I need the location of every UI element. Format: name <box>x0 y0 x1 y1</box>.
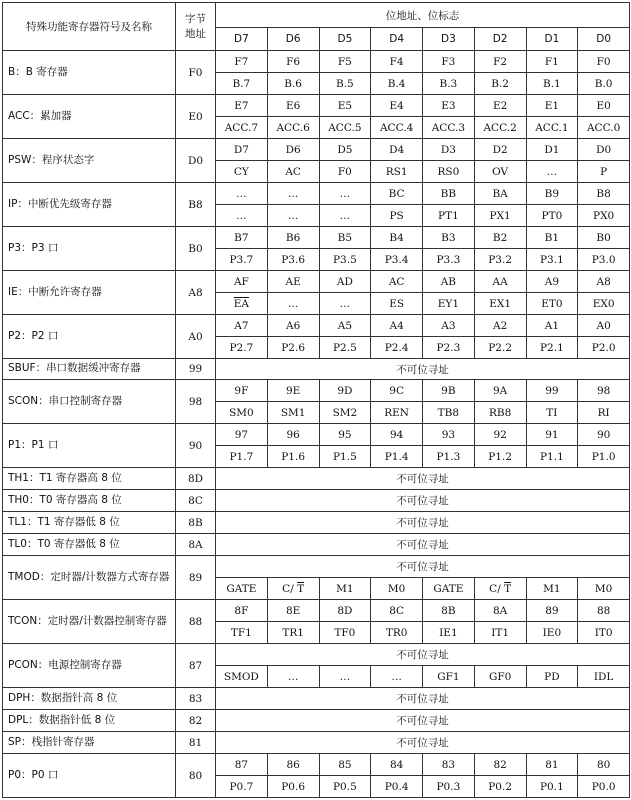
bit-address: D1 <box>526 139 578 161</box>
bit-address: 82 <box>474 754 526 776</box>
header-bit: D1 <box>526 28 578 51</box>
bit-flag <box>267 578 319 600</box>
bit-flag: EY1 <box>423 293 475 315</box>
register-addr: 88 <box>176 600 216 644</box>
bit-address: BB <box>423 183 475 205</box>
bit-address: D6 <box>267 139 319 161</box>
bit-address: B8 <box>578 183 630 205</box>
bit-flag: P3.0 <box>578 249 630 271</box>
bit-flag: TF0 <box>319 622 371 644</box>
bit-flag: B.0 <box>578 73 630 95</box>
bit-flag: P3.7 <box>216 249 268 271</box>
bit-flag: … <box>319 205 371 227</box>
bit-flag: P3.1 <box>526 249 578 271</box>
register-name: TMOD：定时器/计数器方式寄存器 <box>3 556 176 600</box>
bit-flag: P3.5 <box>319 249 371 271</box>
bit-flag: PS <box>371 205 423 227</box>
not-bit-addressable: 不可位寻址 <box>216 359 630 380</box>
bit-flag: IT0 <box>578 622 630 644</box>
bit-flag: P0.7 <box>216 776 268 798</box>
bit-address: 9C <box>371 380 423 402</box>
register-row <box>3 380 630 402</box>
bit-flag: P0.5 <box>319 776 371 798</box>
bit-address: F0 <box>578 51 630 73</box>
bit-address: F1 <box>526 51 578 73</box>
bit-address: F5 <box>319 51 371 73</box>
register-name: TL1：T1 寄存器低 8 位 <box>3 512 176 534</box>
bit-flag: SMOD <box>216 666 268 688</box>
bit-flag: … <box>267 293 319 315</box>
register-addr: F0 <box>176 51 216 95</box>
bit-flag: P0.0 <box>578 776 630 798</box>
bit-address: E4 <box>371 95 423 117</box>
bit-flag: SM2 <box>319 402 371 424</box>
bit-flag: ACC.6 <box>267 117 319 139</box>
register-name: ACC：累加器 <box>3 95 176 139</box>
bit-flag: $\overline{EA}$ <box>216 293 268 315</box>
bit-address: E5 <box>319 95 371 117</box>
header-addr: 字节 地址 <box>176 3 216 51</box>
register-name: P2：P2 口 <box>3 315 176 359</box>
bit-flag: RB8 <box>474 402 526 424</box>
bit-flag: CY <box>216 161 268 183</box>
bit-address: AD <box>319 271 371 293</box>
bit-address: 81 <box>526 754 578 776</box>
bit-flag: P2.1 <box>526 337 578 359</box>
bit-address: A9 <box>526 271 578 293</box>
register-row <box>3 139 630 161</box>
bit-flag: PX0 <box>578 205 630 227</box>
bit-flag: M0 <box>578 578 630 600</box>
bit-flag: SM0 <box>216 402 268 424</box>
not-bit-addressable: 不可位寻址 <box>216 688 630 710</box>
bit-address: 96 <box>267 424 319 446</box>
register-row <box>3 512 630 534</box>
bit-address: 84 <box>371 754 423 776</box>
bit-address: B7 <box>216 227 268 249</box>
register-row <box>3 534 630 556</box>
bit-address: 8D <box>319 600 371 622</box>
bit-flag: SM1 <box>267 402 319 424</box>
bit-flag: P3.4 <box>371 249 423 271</box>
register-name: DPH：数据指针高 8 位 <box>3 688 176 710</box>
bit-address: 95 <box>319 424 371 446</box>
register-row <box>3 754 630 776</box>
bit-flag: TR1 <box>267 622 319 644</box>
bit-flag: PD <box>526 666 578 688</box>
register-row <box>3 315 630 337</box>
register-addr: 82 <box>176 710 216 732</box>
register-row <box>3 556 630 578</box>
bit-address: 97 <box>216 424 268 446</box>
bit-flag: P1.5 <box>319 446 371 468</box>
bit-address: 93 <box>423 424 475 446</box>
bit-flag: F0 <box>319 161 371 183</box>
bit-flag: P0.6 <box>267 776 319 798</box>
bit-flag: P1.6 <box>267 446 319 468</box>
bit-address: AB <box>423 271 475 293</box>
bit-flag: P0.2 <box>474 776 526 798</box>
register-addr: 8B <box>176 512 216 534</box>
bit-flag: AC <box>267 161 319 183</box>
bit-flag: … <box>371 666 423 688</box>
bit-address: B5 <box>319 227 371 249</box>
bit-flag: … <box>526 161 578 183</box>
bit-flag: P0.1 <box>526 776 578 798</box>
register-addr: 87 <box>176 644 216 688</box>
bit-address: B1 <box>526 227 578 249</box>
bit-flag: P1.4 <box>371 446 423 468</box>
register-row <box>3 359 630 380</box>
bit-address: F4 <box>371 51 423 73</box>
bit-address: 89 <box>526 600 578 622</box>
register-row <box>3 227 630 249</box>
bit-flag: IE1 <box>423 622 475 644</box>
bit-address: 99 <box>526 380 578 402</box>
bit-flag: B.3 <box>423 73 475 95</box>
register-name: TL0：T0 寄存器低 8 位 <box>3 534 176 556</box>
bit-flag: P0.4 <box>371 776 423 798</box>
bit-address: … <box>216 183 268 205</box>
bit-address: 86 <box>267 754 319 776</box>
not-bit-addressable: 不可位寻址 <box>216 556 630 578</box>
register-name: IP：中断优先级寄存器 <box>3 183 176 227</box>
bit-flag: TF1 <box>216 622 268 644</box>
bit-flag: ACC.5 <box>319 117 371 139</box>
bit-address: B3 <box>423 227 475 249</box>
bit-address: E3 <box>423 95 475 117</box>
register-name: PSW：程序状态字 <box>3 139 176 183</box>
bit-address: F6 <box>267 51 319 73</box>
bit-flag: ACC.4 <box>371 117 423 139</box>
bit-flag: RS0 <box>423 161 475 183</box>
header-bit: D5 <box>319 28 371 51</box>
bit-address: E2 <box>474 95 526 117</box>
bit-flag: P1.0 <box>578 446 630 468</box>
register-name: PCON：电源控制寄存器 <box>3 644 176 688</box>
register-addr: A0 <box>176 315 216 359</box>
bit-address: 8B <box>423 600 475 622</box>
bit-flag: P1.3 <box>423 446 475 468</box>
register-addr: 8D <box>176 468 216 490</box>
bit-address: 9E <box>267 380 319 402</box>
register-row <box>3 51 630 73</box>
bit-flag: ACC.3 <box>423 117 475 139</box>
not-bit-addressable: 不可位寻址 <box>216 490 630 512</box>
bit-address: BC <box>371 183 423 205</box>
register-addr: A8 <box>176 271 216 315</box>
register-name: TCON：定时器/计数器控制寄存器 <box>3 600 176 644</box>
register-row <box>3 271 630 293</box>
header-name: 特殊功能寄存器符号及名称 <box>3 3 176 51</box>
register-row <box>3 468 630 490</box>
register-name: SP：栈指针寄存器 <box>3 732 176 754</box>
header-bit: D6 <box>267 28 319 51</box>
bit-flag: GATE <box>216 578 268 600</box>
bit-address: A5 <box>319 315 371 337</box>
bit-flag: P2.3 <box>423 337 475 359</box>
bit-address: B6 <box>267 227 319 249</box>
bit-flag: TB8 <box>423 402 475 424</box>
bit-flag: OV <box>474 161 526 183</box>
bit-flag: P2.7 <box>216 337 268 359</box>
register-name: SBUF：串口数据缓冲寄存器 <box>3 359 176 380</box>
not-bit-addressable: 不可位寻址 <box>216 534 630 556</box>
bit-address: B4 <box>371 227 423 249</box>
bit-address: A6 <box>267 315 319 337</box>
register-name: B：B 寄存器 <box>3 51 176 95</box>
register-row <box>3 490 630 512</box>
bit-flag: IE0 <box>526 622 578 644</box>
bit-flag: GF0 <box>474 666 526 688</box>
bit-flag: EX1 <box>474 293 526 315</box>
register-row <box>3 710 630 732</box>
bit-flag: ACC.2 <box>474 117 526 139</box>
bit-address: F2 <box>474 51 526 73</box>
register-row <box>3 183 630 205</box>
bit-address: B9 <box>526 183 578 205</box>
bit-flag: P3.6 <box>267 249 319 271</box>
register-addr: 80 <box>176 754 216 798</box>
register-name: P3：P3 口 <box>3 227 176 271</box>
bit-address: A8 <box>578 271 630 293</box>
bit-address: 88 <box>578 600 630 622</box>
bit-flag: … <box>319 293 371 315</box>
bit-flag: B.2 <box>474 73 526 95</box>
bit-flag: EX0 <box>578 293 630 315</box>
register-addr: 98 <box>176 380 216 424</box>
header-bit: D2 <box>474 28 526 51</box>
header-bit: D7 <box>216 28 268 51</box>
bit-address: AF <box>216 271 268 293</box>
register-name: IE：中断允许寄存器 <box>3 271 176 315</box>
bit-address: D5 <box>319 139 371 161</box>
bit-address: B2 <box>474 227 526 249</box>
register-row <box>3 95 630 117</box>
bit-flag: ET0 <box>526 293 578 315</box>
bit-address: AA <box>474 271 526 293</box>
bit-flag: … <box>267 205 319 227</box>
bit-address: … <box>267 183 319 205</box>
bit-flag: REN <box>371 402 423 424</box>
bit-address: A4 <box>371 315 423 337</box>
bit-flag: GATE <box>423 578 475 600</box>
bit-flag: M1 <box>319 578 371 600</box>
header-bit: D4 <box>371 28 423 51</box>
bit-flag: P3.3 <box>423 249 475 271</box>
register-addr: B0 <box>176 227 216 271</box>
register-addr: 83 <box>176 688 216 710</box>
bit-address: A1 <box>526 315 578 337</box>
bit-flag: … <box>319 666 371 688</box>
register-row <box>3 732 630 754</box>
bit-address: A7 <box>216 315 268 337</box>
not-bit-addressable: 不可位寻址 <box>216 732 630 754</box>
bit-flag: TI <box>526 402 578 424</box>
bit-address: 90 <box>578 424 630 446</box>
bit-flag: PX1 <box>474 205 526 227</box>
bit-address: 9B <box>423 380 475 402</box>
bit-flag: B.5 <box>319 73 371 95</box>
register-row <box>3 644 630 666</box>
bit-flag: … <box>216 205 268 227</box>
bit-address: E7 <box>216 95 268 117</box>
bit-address: F7 <box>216 51 268 73</box>
bit-flag: ACC.1 <box>526 117 578 139</box>
bit-address: E6 <box>267 95 319 117</box>
bit-address: 83 <box>423 754 475 776</box>
bit-flag: P2.4 <box>371 337 423 359</box>
register-rows <box>3 51 630 798</box>
bit-flag: P2.5 <box>319 337 371 359</box>
bit-flag: … <box>267 666 319 688</box>
bit-flag-overlined: $\overline{T}$ <box>504 582 512 595</box>
bit-address: E0 <box>578 95 630 117</box>
not-bit-addressable: 不可位寻址 <box>216 512 630 534</box>
bit-address: … <box>319 183 371 205</box>
register-addr: 8C <box>176 490 216 512</box>
bit-address: 85 <box>319 754 371 776</box>
bit-address: 80 <box>578 754 630 776</box>
bit-flag: GF1 <box>423 666 475 688</box>
bit-flag <box>474 578 526 600</box>
bit-flag: B.6 <box>267 73 319 95</box>
bit-flag: ACC.0 <box>578 117 630 139</box>
not-bit-addressable: 不可位寻址 <box>216 644 630 666</box>
bit-flag: P <box>578 161 630 183</box>
bit-address: D4 <box>371 139 423 161</box>
bit-address: 92 <box>474 424 526 446</box>
not-bit-addressable: 不可位寻址 <box>216 710 630 732</box>
register-addr: D0 <box>176 139 216 183</box>
bit-address: BA <box>474 183 526 205</box>
bit-address: D7 <box>216 139 268 161</box>
register-row <box>3 600 630 622</box>
register-name: TH1：T1 寄存器高 8 位 <box>3 468 176 490</box>
header-bit: D0 <box>578 28 630 51</box>
bit-address: 94 <box>371 424 423 446</box>
bit-flag: TR0 <box>371 622 423 644</box>
bit-flag: ES <box>371 293 423 315</box>
register-addr: 8A <box>176 534 216 556</box>
bit-flag: P2.6 <box>267 337 319 359</box>
bit-flag-prefix: C/ <box>489 582 505 595</box>
bit-address: D2 <box>474 139 526 161</box>
bit-flag: B.1 <box>526 73 578 95</box>
register-addr: 90 <box>176 424 216 468</box>
bit-address: B0 <box>578 227 630 249</box>
not-bit-addressable: 不可位寻址 <box>216 468 630 490</box>
bit-flag: ACC.7 <box>216 117 268 139</box>
register-addr: 89 <box>176 556 216 600</box>
bit-address: A2 <box>474 315 526 337</box>
register-row <box>3 688 630 710</box>
bit-address: 9A <box>474 380 526 402</box>
bit-flag: M1 <box>526 578 578 600</box>
bit-address: E1 <box>526 95 578 117</box>
register-name: DPL：数据指针低 8 位 <box>3 710 176 732</box>
bit-flag: RS1 <box>371 161 423 183</box>
bit-flag: IT1 <box>474 622 526 644</box>
bit-flag: P2.0 <box>578 337 630 359</box>
register-row <box>3 424 630 446</box>
bit-address: A3 <box>423 315 475 337</box>
bit-address: 91 <box>526 424 578 446</box>
bit-address: AE <box>267 271 319 293</box>
bit-flag: PT0 <box>526 205 578 227</box>
bit-flag: PT1 <box>423 205 475 227</box>
bit-flag: P1.2 <box>474 446 526 468</box>
register-name: P1：P1 口 <box>3 424 176 468</box>
bit-address: A0 <box>578 315 630 337</box>
bit-address: D3 <box>423 139 475 161</box>
register-name: P0：P0 口 <box>3 754 176 798</box>
bit-address: 8F <box>216 600 268 622</box>
register-addr: 99 <box>176 359 216 380</box>
register-name: TH0：T0 寄存器高 8 位 <box>3 490 176 512</box>
register-name: SCON：串口控制寄存器 <box>3 380 176 424</box>
header-bit: D3 <box>423 28 475 51</box>
bit-address: 98 <box>578 380 630 402</box>
bit-flag: P1.7 <box>216 446 268 468</box>
bit-flag: P3.2 <box>474 249 526 271</box>
bit-flag-prefix: C/ <box>282 582 298 595</box>
bit-address: D0 <box>578 139 630 161</box>
register-addr: B8 <box>176 183 216 227</box>
register-addr: 81 <box>176 732 216 754</box>
sfr-table <box>2 2 630 798</box>
bit-flag: M0 <box>371 578 423 600</box>
register-addr: E0 <box>176 95 216 139</box>
bit-flag: IDL <box>578 666 630 688</box>
bit-address: 9D <box>319 380 371 402</box>
bit-flag: P2.2 <box>474 337 526 359</box>
bit-address: 9F <box>216 380 268 402</box>
bit-flag: P1.1 <box>526 446 578 468</box>
bit-flag-overlined: $\overline{T}$ <box>297 582 305 595</box>
bit-flag: RI <box>578 402 630 424</box>
bit-flag: B.4 <box>371 73 423 95</box>
bit-address: F3 <box>423 51 475 73</box>
bit-address: 8E <box>267 600 319 622</box>
bit-flag: B.7 <box>216 73 268 95</box>
header-bits-group: 位地址、位标志 <box>216 3 630 28</box>
bit-flag: P0.3 <box>423 776 475 798</box>
bit-address: 8C <box>371 600 423 622</box>
bit-address: AC <box>371 271 423 293</box>
bit-address: 87 <box>216 754 268 776</box>
bit-address: 8A <box>474 600 526 622</box>
